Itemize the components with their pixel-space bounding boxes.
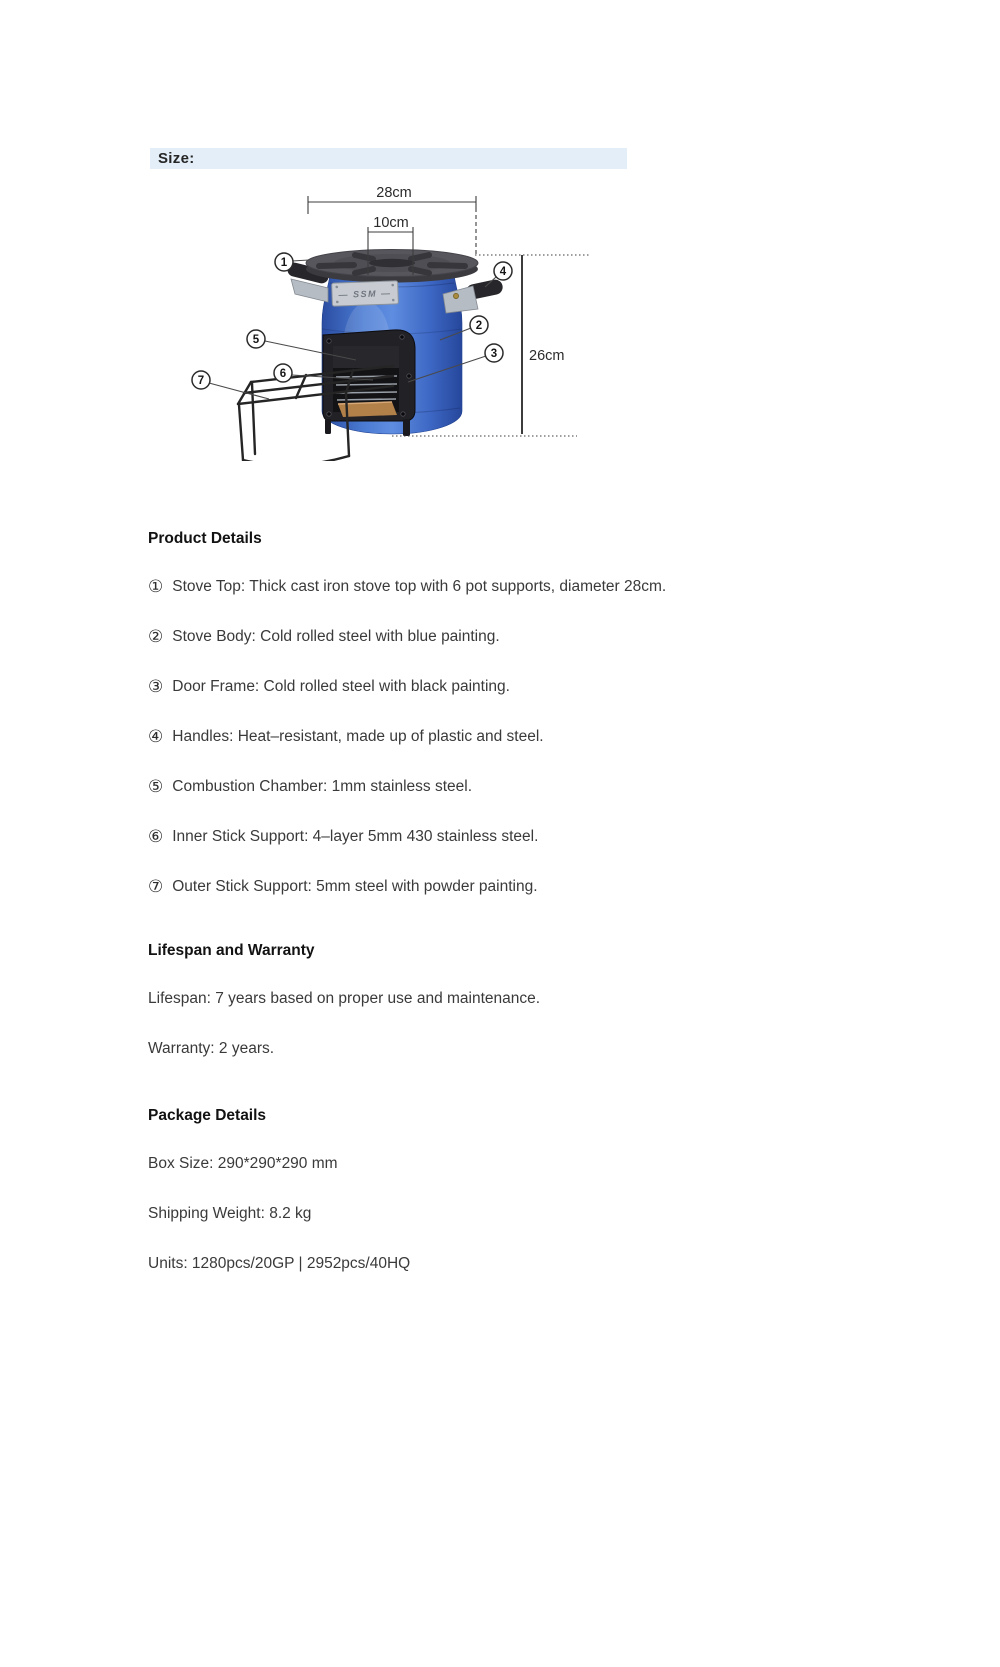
warranty-text: Warranty: 2 years. xyxy=(148,1040,275,1057)
dim-label-26cm: 26cm xyxy=(529,348,565,364)
callout-2 xyxy=(470,316,488,334)
svg-text:5: 5 xyxy=(252,334,260,346)
list-item xyxy=(148,578,778,595)
list-item xyxy=(148,878,778,895)
svg-text:6: 6 xyxy=(279,368,287,380)
circled-number-4: ④ xyxy=(148,727,164,746)
circled-number-5: ⑤ xyxy=(148,777,164,796)
lifespan-warranty-heading: Lifespan and Warranty xyxy=(148,942,315,959)
list-item xyxy=(148,628,778,645)
section-package-details xyxy=(148,1107,778,1272)
item-text-handles: Handles: Heat–resistant, made up of plastic and steel. xyxy=(172,728,544,745)
item-text-stove-body: Stove Body: Cold rolled steel with blue painting. xyxy=(172,628,500,645)
circled-number-1: ① xyxy=(148,577,164,596)
callout-6 xyxy=(274,364,292,382)
svg-text:1: 1 xyxy=(280,257,288,269)
circled-number-7: ⑦ xyxy=(148,877,164,896)
svg-text:7: 7 xyxy=(197,375,205,387)
section-product-details xyxy=(148,530,778,895)
svg-text:4: 4 xyxy=(499,266,507,278)
circled-number-3: ③ xyxy=(148,677,164,696)
callout-3 xyxy=(485,344,503,362)
product-description-text xyxy=(148,530,778,1305)
item-text-inner-stick-support: Inner Stick Support: 4–layer 5mm 430 stainless steel. xyxy=(172,828,539,845)
list-item xyxy=(148,678,778,695)
item-text-stove-top: Stove Top: Thick cast iron stove top with 6 pot supports, diameter 28cm. xyxy=(172,578,667,595)
item-text-combustion-chamber: Combustion Chamber: 1mm stainless steel. xyxy=(172,778,473,795)
units-text: Units: 1280pcs/20GP | 2952pcs/40HQ xyxy=(148,1255,411,1272)
callout-7 xyxy=(192,371,210,389)
list-item xyxy=(148,728,778,745)
list-item xyxy=(148,778,778,795)
brand-plate-text: — SSM — xyxy=(338,288,392,300)
product-details-heading: Product Details xyxy=(148,530,262,547)
callout-4 xyxy=(494,262,512,280)
circled-number-6: ⑥ xyxy=(148,827,164,846)
lifespan-text: Lifespan: 7 years based on proper use and maintenance. xyxy=(148,990,541,1007)
section-lifespan-warranty xyxy=(148,942,778,1057)
stove-size-diagram-image xyxy=(141,163,591,461)
brand-plate xyxy=(332,281,399,306)
stove-top xyxy=(306,250,478,283)
list-item xyxy=(148,828,778,845)
svg-text:3: 3 xyxy=(490,348,498,360)
stove-size-diagram xyxy=(141,163,591,461)
dim-label-10cm: 10cm xyxy=(373,215,409,231)
size-section-label: Size: xyxy=(158,150,195,167)
box-size-text: Box Size: 290*290*290 mm xyxy=(148,1155,338,1172)
svg-text:2: 2 xyxy=(475,320,483,332)
item-text-door-frame: Door Frame: Cold rolled steel with black painting. xyxy=(172,678,510,695)
callout-5 xyxy=(247,330,265,348)
dim-label-28cm: 28cm xyxy=(376,185,412,201)
shipping-weight-text: Shipping Weight: 8.2 kg xyxy=(148,1205,312,1222)
circled-number-2: ② xyxy=(148,627,164,646)
callout-1 xyxy=(275,253,293,271)
package-details-heading: Package Details xyxy=(148,1107,267,1124)
item-text-outer-stick-support: Outer Stick Support: 5mm steel with powder painting. xyxy=(172,878,538,895)
